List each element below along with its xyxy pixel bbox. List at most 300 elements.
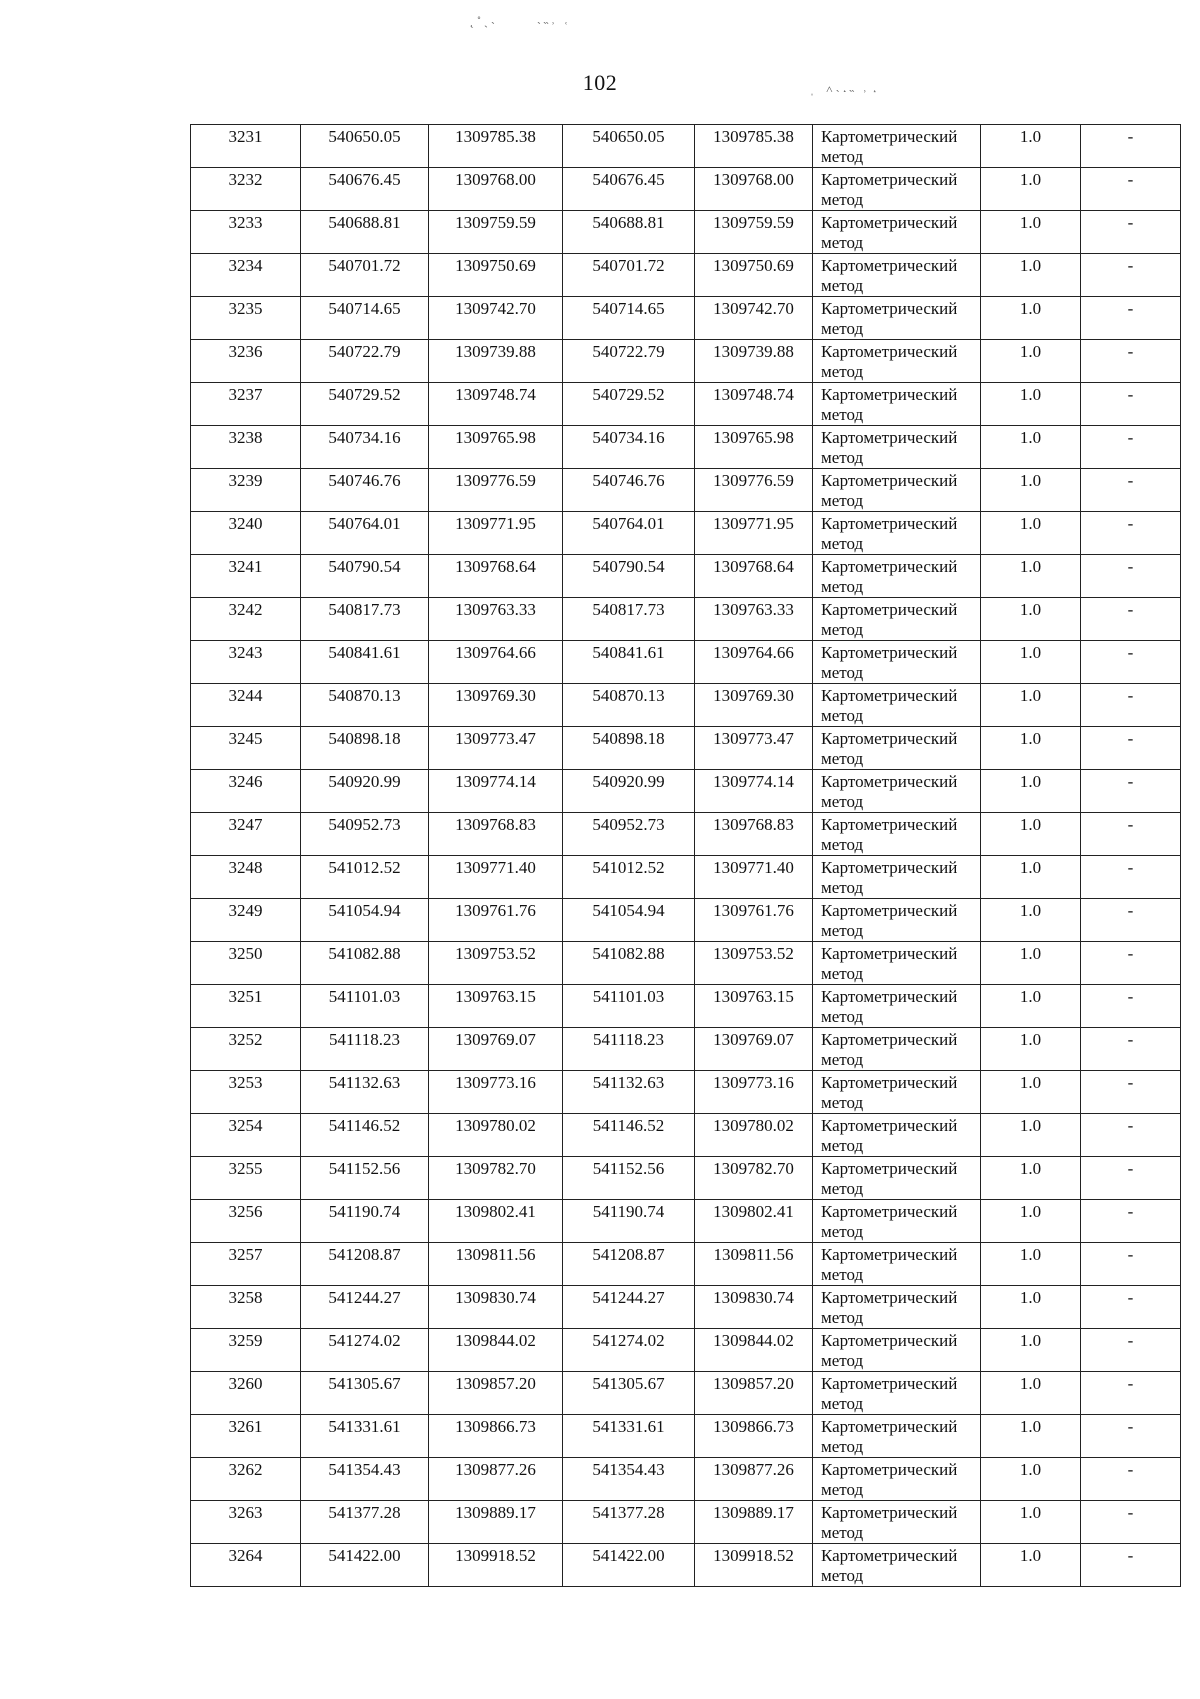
table-row	[191, 813, 1181, 856]
y-refined-cell: 1309763.15	[695, 985, 813, 1028]
point-number-cell: 3238	[191, 426, 301, 469]
point-number-cell: 3261	[191, 1415, 301, 1458]
accuracy-cell: 1.0	[981, 1243, 1081, 1286]
point-number-cell: 3262	[191, 1458, 301, 1501]
accuracy-cell: 1.0	[981, 297, 1081, 340]
description-cell: -	[1081, 684, 1181, 727]
point-number-cell: 3260	[191, 1372, 301, 1415]
accuracy-cell: 1.0	[981, 1458, 1081, 1501]
point-number-cell: 3253	[191, 1071, 301, 1114]
method-cell: Картометрический метод	[813, 856, 981, 899]
x-existing-cell: 540746.76	[301, 469, 429, 512]
method-cell: Картометрический метод	[813, 1071, 981, 1114]
description-cell: -	[1081, 1458, 1181, 1501]
accuracy-cell: 1.0	[981, 727, 1081, 770]
y-existing-cell: 1309768.00	[429, 168, 563, 211]
description-cell: -	[1081, 1501, 1181, 1544]
table-row	[191, 512, 1181, 555]
y-refined-cell: 1309768.00	[695, 168, 813, 211]
table-row	[191, 1028, 1181, 1071]
table-row	[191, 254, 1181, 297]
y-refined-cell: 1309768.83	[695, 813, 813, 856]
y-existing-cell: 1309769.07	[429, 1028, 563, 1071]
method-cell: Картометрический метод	[813, 727, 981, 770]
x-refined-cell: 541118.23	[563, 1028, 695, 1071]
table-row	[191, 555, 1181, 598]
x-existing-cell: 541152.56	[301, 1157, 429, 1200]
x-existing-cell: 541305.67	[301, 1372, 429, 1415]
y-existing-cell: 1309877.26	[429, 1458, 563, 1501]
point-number-cell: 3235	[191, 297, 301, 340]
point-number-cell: 3258	[191, 1286, 301, 1329]
description-cell: -	[1081, 856, 1181, 899]
table-row	[191, 340, 1181, 383]
x-refined-cell: 540898.18	[563, 727, 695, 770]
x-existing-cell: 541054.94	[301, 899, 429, 942]
method-cell: Картометрический метод	[813, 1458, 981, 1501]
method-cell: Картометрический метод	[813, 1372, 981, 1415]
accuracy-cell: 1.0	[981, 211, 1081, 254]
x-existing-cell: 541244.27	[301, 1286, 429, 1329]
table-row	[191, 985, 1181, 1028]
accuracy-cell: 1.0	[981, 1372, 1081, 1415]
x-existing-cell: 540729.52	[301, 383, 429, 426]
table-row	[191, 770, 1181, 813]
accuracy-cell: 1.0	[981, 1329, 1081, 1372]
method-cell: Картометрический метод	[813, 813, 981, 856]
x-existing-cell: 541118.23	[301, 1028, 429, 1071]
y-refined-cell: 1309765.98	[695, 426, 813, 469]
method-cell: Картометрический метод	[813, 641, 981, 684]
x-existing-cell: 540952.73	[301, 813, 429, 856]
table-row	[191, 1544, 1181, 1587]
y-refined-cell: 1309889.17	[695, 1501, 813, 1544]
table-row	[191, 1114, 1181, 1157]
description-cell: -	[1081, 512, 1181, 555]
y-existing-cell: 1309844.02	[429, 1329, 563, 1372]
accuracy-cell: 1.0	[981, 512, 1081, 555]
method-cell: Картометрический метод	[813, 125, 981, 168]
method-cell: Картометрический метод	[813, 1544, 981, 1587]
point-number-cell: 3259	[191, 1329, 301, 1372]
y-existing-cell: 1309768.83	[429, 813, 563, 856]
table-row	[191, 1200, 1181, 1243]
accuracy-cell: 1.0	[981, 598, 1081, 641]
accuracy-cell: 1.0	[981, 813, 1081, 856]
x-refined-cell: 541101.03	[563, 985, 695, 1028]
method-cell: Картометрический метод	[813, 770, 981, 813]
table-row	[191, 942, 1181, 985]
y-existing-cell: 1309918.52	[429, 1544, 563, 1587]
accuracy-cell: 1.0	[981, 1286, 1081, 1329]
point-number-cell: 3248	[191, 856, 301, 899]
table-row	[191, 1329, 1181, 1372]
table-row	[191, 1071, 1181, 1114]
x-existing-cell: 541331.61	[301, 1415, 429, 1458]
x-existing-cell: 541274.02	[301, 1329, 429, 1372]
method-cell: Картометрический метод	[813, 168, 981, 211]
y-refined-cell: 1309739.88	[695, 340, 813, 383]
x-existing-cell: 540898.18	[301, 727, 429, 770]
y-existing-cell: 1309750.69	[429, 254, 563, 297]
y-refined-cell: 1309769.07	[695, 1028, 813, 1071]
method-cell: Картометрический метод	[813, 1114, 981, 1157]
y-existing-cell: 1309753.52	[429, 942, 563, 985]
table-row	[191, 727, 1181, 770]
y-refined-cell: 1309764.66	[695, 641, 813, 684]
point-number-cell: 3256	[191, 1200, 301, 1243]
y-refined-cell: 1309771.40	[695, 856, 813, 899]
table-body	[191, 125, 1181, 1587]
method-cell: Картометрический метод	[813, 1415, 981, 1458]
y-existing-cell: 1309764.66	[429, 641, 563, 684]
x-existing-cell: 541146.52	[301, 1114, 429, 1157]
y-refined-cell: 1309774.14	[695, 770, 813, 813]
description-cell: -	[1081, 942, 1181, 985]
point-number-cell: 3257	[191, 1243, 301, 1286]
y-existing-cell: 1309785.38	[429, 125, 563, 168]
y-refined-cell: 1309753.52	[695, 942, 813, 985]
x-refined-cell: 541354.43	[563, 1458, 695, 1501]
method-cell: Картометрический метод	[813, 1329, 981, 1372]
x-refined-cell: 540714.65	[563, 297, 695, 340]
x-existing-cell: 540870.13	[301, 684, 429, 727]
x-refined-cell: 541305.67	[563, 1372, 695, 1415]
description-cell: -	[1081, 641, 1181, 684]
y-existing-cell: 1309742.70	[429, 297, 563, 340]
y-refined-cell: 1309866.73	[695, 1415, 813, 1458]
accuracy-cell: 1.0	[981, 770, 1081, 813]
accuracy-cell: 1.0	[981, 1415, 1081, 1458]
description-cell: -	[1081, 1200, 1181, 1243]
x-refined-cell: 541012.52	[563, 856, 695, 899]
accuracy-cell: 1.0	[981, 1501, 1081, 1544]
accuracy-cell: 1.0	[981, 1114, 1081, 1157]
method-cell: Картометрический метод	[813, 598, 981, 641]
y-existing-cell: 1309889.17	[429, 1501, 563, 1544]
x-refined-cell: 540790.54	[563, 555, 695, 598]
accuracy-cell: 1.0	[981, 340, 1081, 383]
x-existing-cell: 540714.65	[301, 297, 429, 340]
y-existing-cell: 1309765.98	[429, 426, 563, 469]
method-cell: Картометрический метод	[813, 469, 981, 512]
accuracy-cell: 1.0	[981, 641, 1081, 684]
x-existing-cell: 540676.45	[301, 168, 429, 211]
x-refined-cell: 541132.63	[563, 1071, 695, 1114]
x-refined-cell: 540870.13	[563, 684, 695, 727]
point-number-cell: 3263	[191, 1501, 301, 1544]
x-refined-cell: 540764.01	[563, 512, 695, 555]
x-existing-cell: 541012.52	[301, 856, 429, 899]
x-existing-cell: 541208.87	[301, 1243, 429, 1286]
x-refined-cell: 540688.81	[563, 211, 695, 254]
description-cell: -	[1081, 555, 1181, 598]
x-refined-cell: 541422.00	[563, 1544, 695, 1587]
x-existing-cell: 541101.03	[301, 985, 429, 1028]
coordinates-table	[190, 124, 1181, 1587]
x-existing-cell: 541190.74	[301, 1200, 429, 1243]
y-refined-cell: 1309761.76	[695, 899, 813, 942]
x-existing-cell: 540790.54	[301, 555, 429, 598]
accuracy-cell: 1.0	[981, 1071, 1081, 1114]
x-refined-cell: 541152.56	[563, 1157, 695, 1200]
description-cell: -	[1081, 125, 1181, 168]
x-refined-cell: 540722.79	[563, 340, 695, 383]
x-existing-cell: 541354.43	[301, 1458, 429, 1501]
table-row	[191, 1458, 1181, 1501]
description-cell: -	[1081, 1114, 1181, 1157]
table-row	[191, 1243, 1181, 1286]
y-refined-cell: 1309785.38	[695, 125, 813, 168]
description-cell: -	[1081, 1415, 1181, 1458]
description-cell: -	[1081, 899, 1181, 942]
method-cell: Картометрический метод	[813, 383, 981, 426]
description-cell: -	[1081, 985, 1181, 1028]
point-number-cell: 3233	[191, 211, 301, 254]
y-refined-cell: 1309782.70	[695, 1157, 813, 1200]
x-existing-cell: 541377.28	[301, 1501, 429, 1544]
method-cell: Картометрический метод	[813, 942, 981, 985]
y-existing-cell: 1309761.76	[429, 899, 563, 942]
page-number: 102	[582, 70, 618, 95]
point-number-cell: 3255	[191, 1157, 301, 1200]
y-existing-cell: 1309763.15	[429, 985, 563, 1028]
table-row	[191, 641, 1181, 684]
table-row	[191, 297, 1181, 340]
accuracy-cell: 1.0	[981, 684, 1081, 727]
table-row	[191, 211, 1181, 254]
y-refined-cell: 1309763.33	[695, 598, 813, 641]
x-existing-cell: 541082.88	[301, 942, 429, 985]
x-refined-cell: 540676.45	[563, 168, 695, 211]
x-existing-cell: 540688.81	[301, 211, 429, 254]
description-cell: -	[1081, 1372, 1181, 1415]
table-row	[191, 899, 1181, 942]
point-number-cell: 3231	[191, 125, 301, 168]
accuracy-cell: 1.0	[981, 1200, 1081, 1243]
y-refined-cell: 1309759.59	[695, 211, 813, 254]
x-refined-cell: 540734.16	[563, 426, 695, 469]
method-cell: Картометрический метод	[813, 1501, 981, 1544]
point-number-cell: 3249	[191, 899, 301, 942]
y-refined-cell: 1309857.20	[695, 1372, 813, 1415]
accuracy-cell: 1.0	[981, 856, 1081, 899]
x-refined-cell: 540650.05	[563, 125, 695, 168]
y-existing-cell: 1309811.56	[429, 1243, 563, 1286]
accuracy-cell: 1.0	[981, 254, 1081, 297]
y-refined-cell: 1309802.41	[695, 1200, 813, 1243]
y-existing-cell: 1309782.70	[429, 1157, 563, 1200]
description-cell: -	[1081, 1028, 1181, 1071]
method-cell: Картометрический метод	[813, 1200, 981, 1243]
method-cell: Картометрический метод	[813, 426, 981, 469]
x-existing-cell: 540817.73	[301, 598, 429, 641]
x-existing-cell: 540920.99	[301, 770, 429, 813]
point-number-cell: 3244	[191, 684, 301, 727]
x-existing-cell: 541422.00	[301, 1544, 429, 1587]
description-cell: -	[1081, 1544, 1181, 1587]
y-refined-cell: 1309773.16	[695, 1071, 813, 1114]
y-existing-cell: 1309830.74	[429, 1286, 563, 1329]
point-number-cell: 3234	[191, 254, 301, 297]
point-number-cell: 3239	[191, 469, 301, 512]
y-refined-cell: 1309748.74	[695, 383, 813, 426]
method-cell: Картометрический метод	[813, 297, 981, 340]
table-row	[191, 1501, 1181, 1544]
y-existing-cell: 1309773.47	[429, 727, 563, 770]
x-refined-cell: 540729.52	[563, 383, 695, 426]
y-existing-cell: 1309773.16	[429, 1071, 563, 1114]
table-row	[191, 383, 1181, 426]
scan-artifact-top: ˛ ˚ ˏ ˴ ˴ ˵ ˒ ˓	[470, 14, 568, 28]
description-cell: -	[1081, 1157, 1181, 1200]
point-number-cell: 3245	[191, 727, 301, 770]
x-refined-cell: 540746.76	[563, 469, 695, 512]
accuracy-cell: 1.0	[981, 555, 1081, 598]
point-number-cell: 3232	[191, 168, 301, 211]
y-existing-cell: 1309771.95	[429, 512, 563, 555]
description-cell: -	[1081, 770, 1181, 813]
table-row	[191, 426, 1181, 469]
description-cell: -	[1081, 297, 1181, 340]
description-cell: -	[1081, 383, 1181, 426]
y-existing-cell: 1309748.74	[429, 383, 563, 426]
x-refined-cell: 541082.88	[563, 942, 695, 985]
accuracy-cell: 1.0	[981, 125, 1081, 168]
x-refined-cell: 541190.74	[563, 1200, 695, 1243]
y-refined-cell: 1309769.30	[695, 684, 813, 727]
table-row	[191, 598, 1181, 641]
method-cell: Картометрический метод	[813, 985, 981, 1028]
point-number-cell: 3246	[191, 770, 301, 813]
accuracy-cell: 1.0	[981, 426, 1081, 469]
y-existing-cell: 1309866.73	[429, 1415, 563, 1458]
point-number-cell: 3242	[191, 598, 301, 641]
x-refined-cell: 540817.73	[563, 598, 695, 641]
method-cell: Картометрический метод	[813, 1028, 981, 1071]
x-existing-cell: 541132.63	[301, 1071, 429, 1114]
x-existing-cell: 540734.16	[301, 426, 429, 469]
accuracy-cell: 1.0	[981, 985, 1081, 1028]
point-number-cell: 3252	[191, 1028, 301, 1071]
y-existing-cell: 1309857.20	[429, 1372, 563, 1415]
x-refined-cell: 541377.28	[563, 1501, 695, 1544]
x-refined-cell: 540841.61	[563, 641, 695, 684]
point-number-cell: 3250	[191, 942, 301, 985]
y-refined-cell: 1309750.69	[695, 254, 813, 297]
x-refined-cell: 540920.99	[563, 770, 695, 813]
y-refined-cell: 1309768.64	[695, 555, 813, 598]
point-number-cell: 3264	[191, 1544, 301, 1587]
point-number-cell: 3254	[191, 1114, 301, 1157]
accuracy-cell: 1.0	[981, 168, 1081, 211]
accuracy-cell: 1.0	[981, 942, 1081, 985]
y-refined-cell: 1309830.74	[695, 1286, 813, 1329]
accuracy-cell: 1.0	[981, 1028, 1081, 1071]
y-refined-cell: 1309844.02	[695, 1329, 813, 1372]
method-cell: Картометрический метод	[813, 684, 981, 727]
point-number-cell: 3236	[191, 340, 301, 383]
description-cell: -	[1081, 1243, 1181, 1286]
point-number-cell: 3251	[191, 985, 301, 1028]
description-cell: -	[1081, 1071, 1181, 1114]
method-cell: Картометрический метод	[813, 512, 981, 555]
y-existing-cell: 1309802.41	[429, 1200, 563, 1243]
table-row	[191, 1372, 1181, 1415]
accuracy-cell: 1.0	[981, 1157, 1081, 1200]
description-cell: -	[1081, 340, 1181, 383]
x-refined-cell: 541244.27	[563, 1286, 695, 1329]
y-refined-cell: 1309811.56	[695, 1243, 813, 1286]
point-number-cell: 3241	[191, 555, 301, 598]
x-refined-cell: 541208.87	[563, 1243, 695, 1286]
y-refined-cell: 1309780.02	[695, 1114, 813, 1157]
table-row	[191, 469, 1181, 512]
y-existing-cell: 1309739.88	[429, 340, 563, 383]
table-row	[191, 1286, 1181, 1329]
point-number-cell: 3237	[191, 383, 301, 426]
description-cell: -	[1081, 598, 1181, 641]
table-row	[191, 1415, 1181, 1458]
x-existing-cell: 540764.01	[301, 512, 429, 555]
y-existing-cell: 1309759.59	[429, 211, 563, 254]
y-existing-cell: 1309769.30	[429, 684, 563, 727]
description-cell: -	[1081, 254, 1181, 297]
accuracy-cell: 1.0	[981, 383, 1081, 426]
method-cell: Картометрический метод	[813, 555, 981, 598]
y-existing-cell: 1309763.33	[429, 598, 563, 641]
table-row	[191, 125, 1181, 168]
x-refined-cell: 541054.94	[563, 899, 695, 942]
y-existing-cell: 1309776.59	[429, 469, 563, 512]
table-row	[191, 856, 1181, 899]
scan-artifact-header-right: ˌ ˄ ˴ ˖ ˵ ˒ ˔	[810, 82, 877, 96]
y-existing-cell: 1309771.40	[429, 856, 563, 899]
x-existing-cell: 540722.79	[301, 340, 429, 383]
x-refined-cell: 540952.73	[563, 813, 695, 856]
description-cell: -	[1081, 168, 1181, 211]
x-existing-cell: 540701.72	[301, 254, 429, 297]
y-existing-cell: 1309768.64	[429, 555, 563, 598]
method-cell: Картометрический метод	[813, 340, 981, 383]
y-refined-cell: 1309773.47	[695, 727, 813, 770]
y-existing-cell: 1309774.14	[429, 770, 563, 813]
description-cell: -	[1081, 426, 1181, 469]
method-cell: Картометрический метод	[813, 1243, 981, 1286]
method-cell: Картометрический метод	[813, 211, 981, 254]
y-refined-cell: 1309776.59	[695, 469, 813, 512]
accuracy-cell: 1.0	[981, 1544, 1081, 1587]
x-refined-cell: 540701.72	[563, 254, 695, 297]
x-existing-cell: 540841.61	[301, 641, 429, 684]
description-cell: -	[1081, 727, 1181, 770]
x-refined-cell: 541274.02	[563, 1329, 695, 1372]
method-cell: Картометрический метод	[813, 1157, 981, 1200]
x-refined-cell: 541146.52	[563, 1114, 695, 1157]
description-cell: -	[1081, 1329, 1181, 1372]
description-cell: -	[1081, 211, 1181, 254]
table-row	[191, 684, 1181, 727]
point-number-cell: 3240	[191, 512, 301, 555]
accuracy-cell: 1.0	[981, 899, 1081, 942]
description-cell: -	[1081, 1286, 1181, 1329]
y-refined-cell: 1309742.70	[695, 297, 813, 340]
x-existing-cell: 540650.05	[301, 125, 429, 168]
method-cell: Картометрический метод	[813, 899, 981, 942]
table-row	[191, 168, 1181, 211]
method-cell: Картометрический метод	[813, 1286, 981, 1329]
y-refined-cell: 1309918.52	[695, 1544, 813, 1587]
